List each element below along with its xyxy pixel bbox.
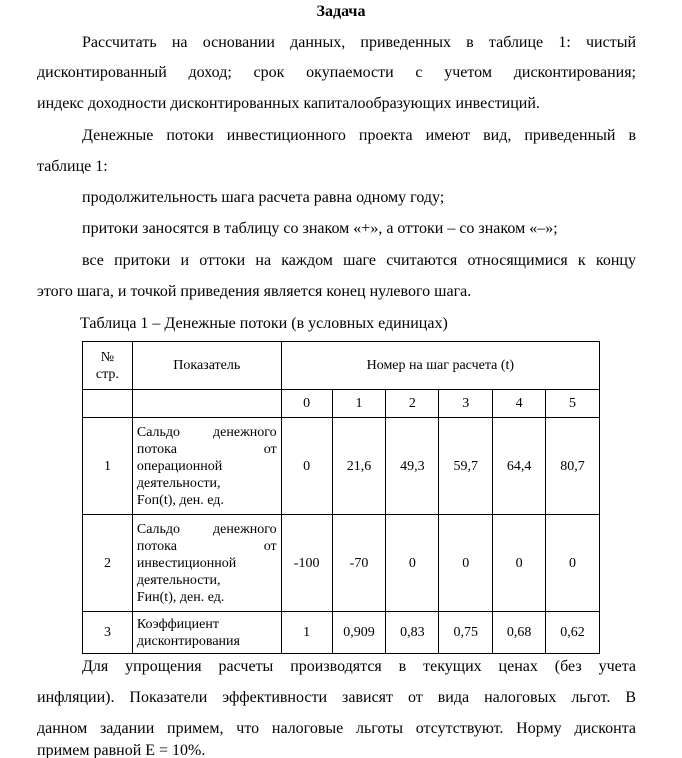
row-number: 3	[83, 612, 133, 654]
table-cell: 64,4	[493, 418, 546, 515]
table-cell: 59,7	[439, 418, 493, 515]
table-cell	[132, 390, 281, 418]
step-header: 4	[493, 390, 546, 418]
table-cell: 49,3	[386, 418, 439, 515]
table-step-row	[83, 390, 600, 418]
table-cell: 80,7	[546, 418, 600, 515]
table-cell	[83, 390, 133, 418]
paragraph-line: Денежные потоки инвестиционного проекта имеют вид, приведенный в	[82, 127, 636, 144]
column-header-indicator: Показатель	[132, 342, 281, 390]
paragraph-line: таблице 1:	[37, 158, 108, 175]
table-cell: 0,68	[493, 612, 546, 654]
list-item: притоки заносятся в таблицу со знаком «+», а оттоки – со знаком «–»;	[82, 220, 558, 237]
row-indicator: Коэффициент дисконтирования	[132, 612, 281, 654]
paragraph-line: Рассчитать на основании данных, приведенных в таблице 1: чистый	[82, 34, 636, 51]
step-header: 0	[281, 390, 332, 418]
paragraph-line: данном задании примем, что налоговые льготы отсутствуют. Норму дисконта	[37, 720, 636, 737]
row-number: 2	[83, 515, 133, 612]
paragraph-line: Для упрощения расчеты производятся в текущих ценах (без учета	[82, 658, 636, 675]
table-cell: 0	[281, 418, 332, 515]
column-header-number: № стр.	[83, 342, 133, 390]
list-item: этого шага, и точкой приведения является конец нулевого шага.	[37, 283, 472, 300]
row-indicator: Сальдо денежного потока от инвестиционной деятельности, Fин(t), ден. ед.	[132, 515, 281, 612]
paragraph-line-cut: примем равной Е = 10%.	[37, 742, 206, 758]
step-header: 1	[332, 390, 386, 418]
cash-flow-table	[82, 341, 600, 654]
list-item: продолжительность шага расчета равна одному году;	[82, 189, 445, 206]
row-number: 1	[83, 418, 133, 515]
table-cell: 21,6	[332, 418, 386, 515]
table-caption: Таблица 1 – Денежные потоки (в условных единицах)	[80, 315, 448, 332]
table-cell: 0	[546, 515, 600, 612]
table-header-row	[83, 342, 600, 390]
page-title: Задача	[316, 3, 366, 20]
table-cell: 0,75	[439, 612, 493, 654]
table-row	[83, 418, 600, 515]
paragraph-line: дисконтированный доход; срок окупаемости с учетом дисконтирования;	[37, 64, 636, 81]
paragraph-line: инфляции). Показатели эффективности зависят от вида налоговых льгот. В	[37, 689, 636, 706]
step-header: 3	[439, 390, 493, 418]
table-cell: 0	[386, 515, 439, 612]
column-header-steps: Номер на шаг расчета (t)	[281, 342, 599, 390]
table-cell: -70	[332, 515, 386, 612]
step-header: 5	[546, 390, 600, 418]
table-cell: 0	[493, 515, 546, 612]
table-cell: 1	[281, 612, 332, 654]
table-cell: 0,909	[332, 612, 386, 654]
list-item: все притоки и оттоки на каждом шаге считаются относящимися к концу	[82, 252, 636, 269]
table-row	[83, 515, 600, 612]
paragraph-line: индекс доходности дисконтированных капиталообразующих инвестиций.	[37, 95, 540, 112]
table-row	[83, 612, 600, 654]
table-cell: 0	[439, 515, 493, 612]
row-indicator: Сальдо денежного потока от операционной деятельности, Fоп(t), ден. ед.	[132, 418, 281, 515]
step-header: 2	[386, 390, 439, 418]
table-cell: 0,83	[386, 612, 439, 654]
table-cell: -100	[281, 515, 332, 612]
table-cell: 0,62	[546, 612, 600, 654]
